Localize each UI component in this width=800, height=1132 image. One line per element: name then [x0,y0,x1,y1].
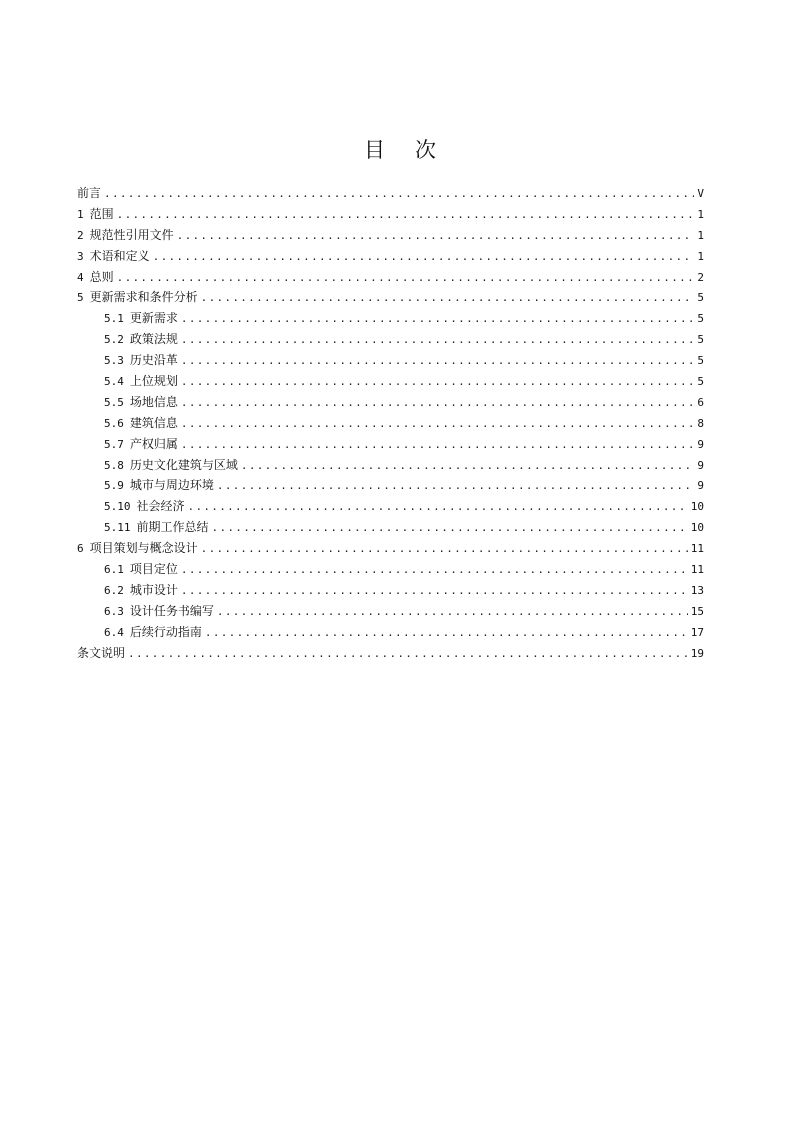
toc-page-number: 9 [697,479,704,493]
toc-page-number: 5 [697,333,704,347]
toc-entry[interactable] [77,183,704,204]
toc-entry-text: 总则 [89,269,114,284]
toc-entry-text: 项目定位 [129,562,178,577]
toc-entry-text: 设计任务书编写 [129,603,214,618]
toc-entry-text: 条文说明 [77,645,126,660]
toc-entry[interactable] [77,225,704,246]
toc-entry-text: 术语和定义 [89,248,150,263]
toc-entry[interactable] [77,287,704,308]
toc-entry-label [104,496,185,518]
toc-page-number: 2 [697,270,704,284]
toc-entry-text: 更新需求和条件分析 [89,290,198,305]
toc-page-number: 1 [697,228,704,242]
toc-entry-label [77,225,174,247]
toc-dot-leader [117,205,695,226]
toc-dot-leader [181,560,688,581]
toc-dot-leader [201,288,695,309]
toc-page-number: 1 [697,207,704,221]
toc-entry-number: 5.4 [104,375,124,389]
toc-entry[interactable] [77,329,704,350]
toc-entry[interactable] [77,538,704,559]
toc-dot-leader [212,518,688,539]
toc-entry-label [77,287,198,309]
toc-entry-text: 历史沿革 [129,353,178,368]
toc-page-number: 13 [690,583,704,597]
toc-entry-text: 城市设计 [129,582,178,597]
toc-entry-number: 5.10 [104,500,131,514]
toc-entry-number: 5.6 [104,416,124,430]
toc-entry[interactable] [77,601,704,622]
toc-entry-label [77,204,114,226]
toc-page-number: 1 [697,249,704,263]
toc-page-number: 5 [697,375,704,389]
toc-entry-label [104,392,178,414]
toc-dot-leader [205,623,688,644]
toc-entry-label [104,559,178,581]
toc-entry-text: 上位规划 [129,374,178,389]
toc-entry-label [104,622,202,644]
toc-entry-number: 5.5 [104,395,124,409]
toc-page-number: 5 [697,354,704,368]
toc-page-number: 6 [697,395,704,409]
toc-page-number: 19 [690,646,704,660]
toc-entry-label [104,517,209,539]
toc-entry-number: 1 [77,207,84,221]
toc-dot-leader [104,184,694,205]
toc-entry[interactable] [77,517,704,538]
toc-title-char-2: 次 [415,138,436,162]
toc-page-number: 8 [697,416,704,430]
toc-entry-label [77,643,125,664]
toc-entry-text: 场地信息 [129,394,178,409]
toc-entry[interactable] [77,308,704,329]
toc-entry-number: 5.8 [104,458,124,472]
toc-entry-number: 4 [77,270,84,284]
toc-page-number: 10 [690,521,704,535]
toc-dot-leader [217,476,694,497]
toc-entry-label [77,183,101,204]
toc-entry-number: 5.11 [104,521,131,535]
toc-entry-text: 前言 [77,186,102,200]
toc-page-number: 15 [690,604,704,618]
toc-entry-text: 前期工作总结 [136,520,209,535]
toc-dot-leader [181,372,694,393]
toc-dot-leader [181,393,694,414]
toc-dot-leader [217,602,688,623]
toc-entry-label [104,601,214,623]
toc-entry-label [104,413,178,435]
toc-entry-number: 5.2 [104,333,124,347]
toc-entry-text: 城市与周边环境 [129,478,214,493]
toc-entry-text: 建筑信息 [129,415,178,430]
toc-page-number: 5 [697,291,704,305]
toc-entry[interactable] [77,455,704,476]
toc-entry[interactable] [77,350,704,371]
toc-dot-leader [201,539,688,560]
toc-entry-label [104,434,178,456]
toc-entry[interactable] [77,246,704,267]
toc-entry-number: 2 [77,228,84,242]
toc-entry[interactable] [77,559,704,580]
toc-dot-leader [241,456,694,477]
toc-entry-number: 6 [77,542,84,556]
toc-dot-leader [117,268,695,289]
toc-page-number: 10 [690,500,704,514]
toc-entry-number: 6.3 [104,604,124,618]
toc-entry[interactable] [77,580,704,601]
toc-dot-leader [181,309,694,330]
table-of-contents [77,183,704,663]
toc-entry-text: 社会经济 [136,499,185,514]
toc-entry-label [77,246,150,268]
toc-dot-leader [181,414,694,435]
toc-entry[interactable] [77,371,704,392]
toc-entry-label [77,267,114,289]
toc-entry-label [104,455,238,477]
toc-entry-number: 3 [77,249,84,263]
toc-page-number: V [697,187,704,200]
toc-entry[interactable] [77,496,704,517]
toc-entry-number: 6.4 [104,625,124,639]
toc-entry[interactable] [77,413,704,434]
toc-entry-label [104,308,178,330]
toc-dot-leader [177,226,695,247]
toc-dot-leader [181,330,694,351]
toc-page-number: 5 [697,312,704,326]
toc-entry[interactable] [77,204,704,225]
toc-dot-leader [128,644,688,665]
toc-title-char-1: 目 [364,138,385,162]
toc-page-number: 17 [690,625,704,639]
toc-entry[interactable] [77,267,704,288]
toc-entry-text: 规范性引用文件 [89,227,174,242]
toc-entry-number: 5.9 [104,479,124,493]
toc-entry-label [104,329,178,351]
toc-entry-text: 项目策划与概念设计 [89,541,198,556]
toc-entry-number: 6.2 [104,583,124,597]
toc-entry-number: 5.3 [104,354,124,368]
toc-entry-number: 5 [77,291,84,305]
toc-dot-leader [181,435,694,456]
toc-entry-label [77,538,198,560]
toc-entry-text: 范围 [89,206,114,221]
toc-entry-number: 6.1 [104,563,124,577]
toc-entry[interactable] [77,434,704,455]
toc-page-number: 9 [697,437,704,451]
toc-entry-text: 政策法规 [129,332,178,347]
toc-page-number: 11 [690,542,704,556]
toc-entry[interactable] [77,392,704,413]
toc-dot-leader [153,247,695,268]
toc-entry-label [104,371,178,393]
toc-entry-label [104,350,178,372]
toc-entry-number: 5.7 [104,437,124,451]
toc-title [0,134,800,164]
toc-entry-text: 后续行动指南 [129,624,202,639]
toc-entry[interactable] [77,622,704,643]
toc-entry-label [104,580,178,602]
toc-entry[interactable] [77,643,704,664]
toc-dot-leader [181,581,688,602]
toc-entry-text: 历史文化建筑与区域 [129,457,238,472]
toc-entry[interactable] [77,475,704,496]
toc-dot-leader [188,497,688,518]
toc-entry-number: 5.1 [104,312,124,326]
toc-page-number: 11 [690,563,704,577]
toc-entry-text: 产权归属 [129,436,178,451]
toc-entry-text: 更新需求 [129,311,178,326]
toc-dot-leader [181,351,694,372]
toc-entry-label [104,475,214,497]
toc-page-number: 9 [697,458,704,472]
